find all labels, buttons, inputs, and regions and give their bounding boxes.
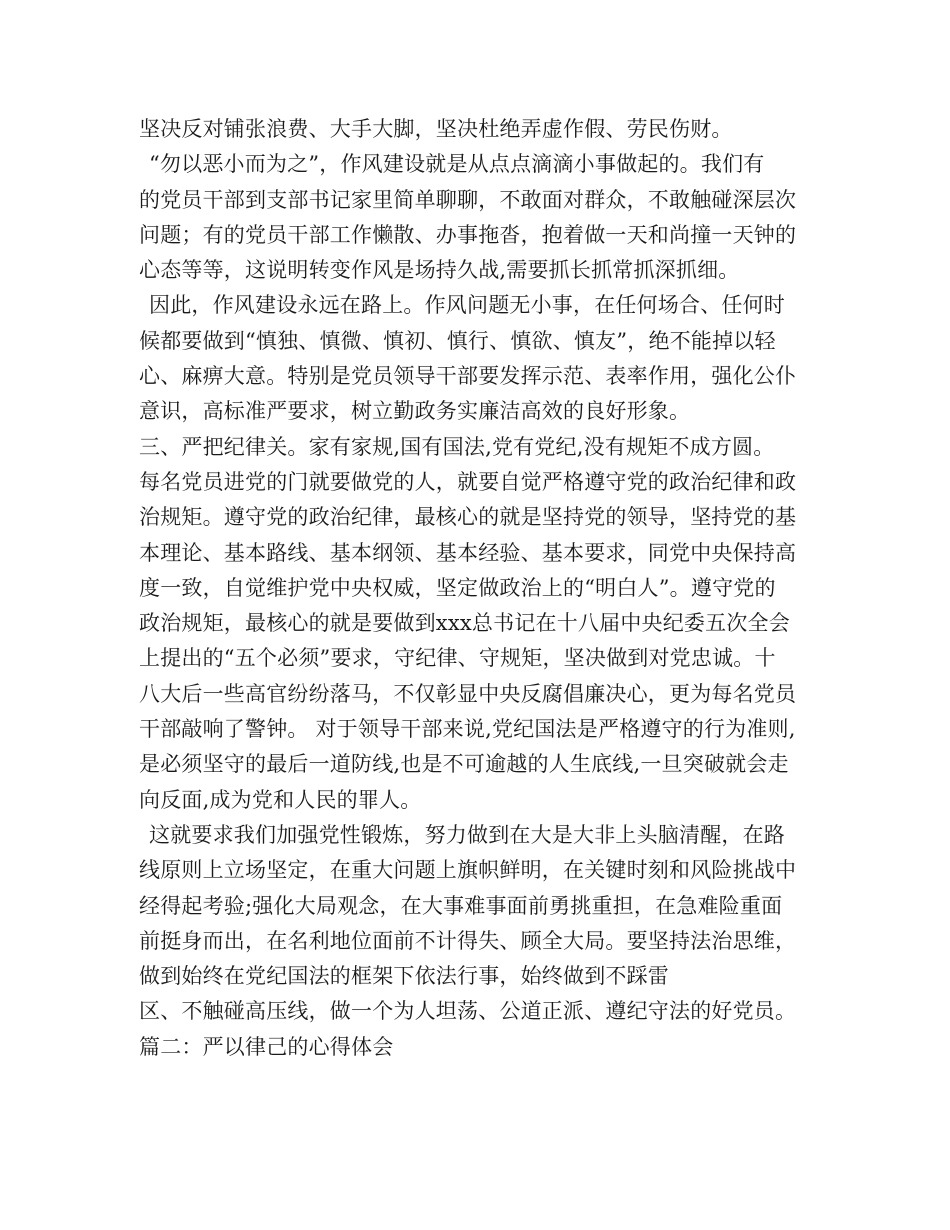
text-line: 问题；有的党员干部工作懒散、办事拖沓，抱着做一天和尚撞一天钟的: [139, 222, 797, 247]
text-line: 前挺身而出，在名利地位面前不计得失、顾全大局。要坚持法治思维，: [139, 928, 797, 953]
text-line: 上提出的“五个必须”要求，守纪律、守规矩，坚决做到对党忠诚。十: [139, 646, 776, 671]
text-line: 心态等等，这说明转变作风是场持久战,需要抓长抓常抓深抓细。: [139, 258, 740, 283]
text-line: 区、不触碰高压线，做一个为人坦荡、公道正派、遵纪守法的好党员。: [139, 999, 797, 1024]
text-line: 治规矩。遵守党的政治纪律，最核心的就是坚持党的领导，坚持党的基: [139, 505, 797, 530]
text-line: 线原则上立场坚定，在重大问题上旗帜鲜明，在关键时刻和风险挑战中: [139, 858, 797, 883]
text-line: 每名党员进党的门就要做党的人，就要自觉严格遵守党的政治纪律和政: [139, 469, 797, 494]
text-line: 是必须坚守的最后一道防线,也是不可逾越的人生底线,一旦突破就会走: [139, 752, 789, 777]
text-line: 度一致，自觉维护党中央权威，坚定做政治上的“明白人”。遵守党的: [139, 575, 776, 600]
text-line: 政治规矩，最核心的就是要做到xxx总书记在十八届中央纪委五次全会: [139, 611, 790, 636]
article-title-line: 篇二：严以律己的心得体会: [139, 1034, 394, 1059]
text-line: 因此，作风建设永远在路上。作风问题无小事，在任何场合、任何时: [149, 293, 785, 318]
text-line: 经得起考验;强化大局观念，在大事难事面前勇挑重担，在急难险重面: [139, 893, 783, 918]
text-line: 向反面,成为党和人民的罪人。: [139, 787, 422, 812]
text-line: 这就要求我们加强党性锻炼，努力做到在大是大非上头脑清醒，在路: [149, 822, 785, 847]
document-body: [139, 112, 819, 1065]
text-line: 意识，高标准严要求，树立勤政务实廉洁高效的良好形象。: [139, 399, 691, 424]
text-line: 本理论、基本路线、基本纲领、基本经验、基本要求，同党中央保持高: [139, 540, 797, 565]
text-line: 候都要做到“慎独、慎微、慎初、慎行、慎欲、慎友”，绝不能掉以轻: [139, 328, 776, 353]
text-line: 的党员干部到支部书记家里简单聊聊，不敢面对群众，不敢触碰深层次: [139, 187, 797, 212]
text-line: 做到始终在党纪国法的框架下依法行事，始终做到不踩雷: [139, 964, 669, 989]
text-line: 心、麻痹大意。特别是党员领导干部要发挥示范、表率作用，强化公仆: [139, 364, 797, 389]
text-line: “勿以恶小而为之”，作风建设就是从点点滴滴小事做起的。我们有: [149, 152, 765, 177]
text-line: 坚决反对铺张浪费、大手大脚，坚决杜绝弄虚作假、劳民伤财。: [139, 117, 733, 141]
text-line: 八大后一些高官纷纷落马，不仅彰显中央反腐倡廉决心，更为每名党员: [139, 681, 797, 706]
section-heading-line: 三、严把纪律关。家有家规,国有国法,党有党纪,没有规矩不成方圆。: [139, 434, 775, 459]
text-line: 干部敲响了警钟。 对于领导干部来说,党纪国法是严格遵守的行为准则,: [139, 717, 796, 742]
